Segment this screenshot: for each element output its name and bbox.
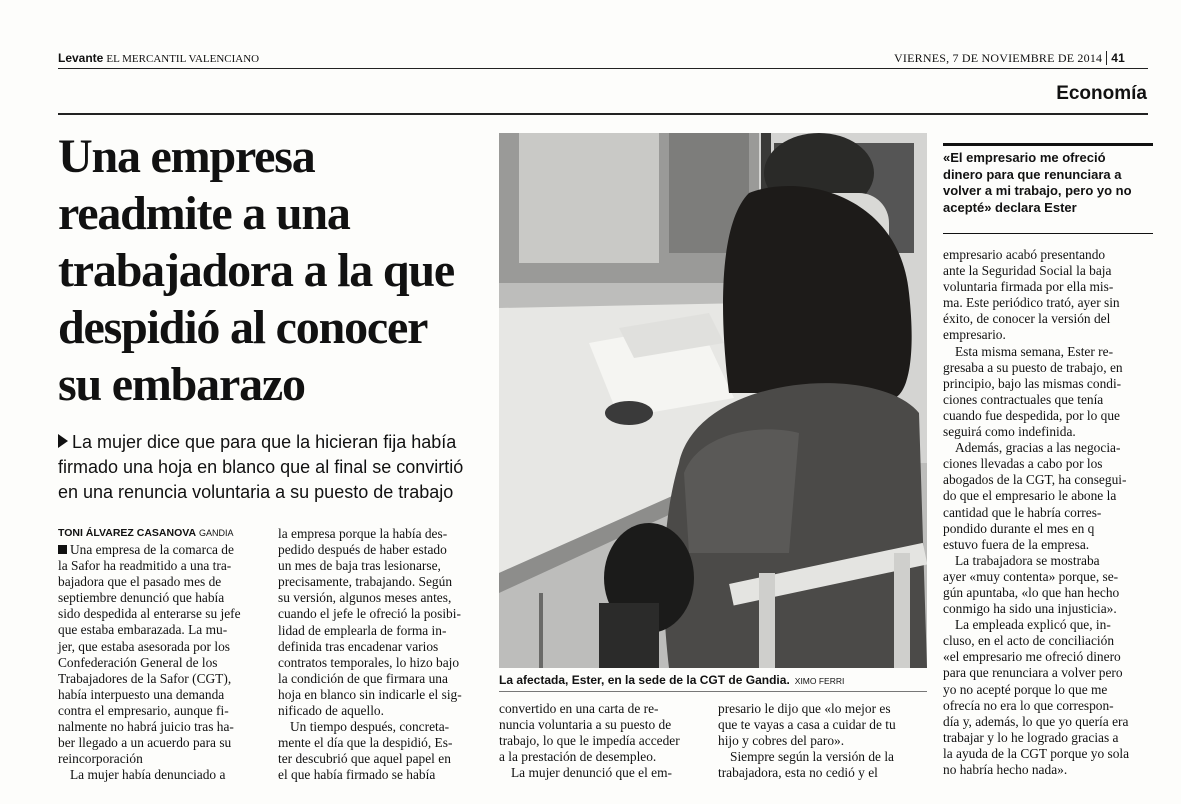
body-line: la ayuda de la CGT porque yo sola bbox=[943, 745, 1130, 761]
page-number: 41 bbox=[1106, 51, 1125, 65]
headline-line: trabajadora a la que bbox=[58, 244, 455, 297]
body-line: principio, bajo las mismas condi- bbox=[943, 375, 1122, 391]
section-label: Economía bbox=[1056, 83, 1147, 104]
body-line: cantidad que le habría corres- bbox=[943, 504, 1102, 520]
body-line: La trabajadora se mostraba bbox=[955, 552, 1100, 568]
body-line: nuncia voluntaria a su puesto de bbox=[499, 717, 672, 733]
headline-line: Una empresa bbox=[58, 130, 315, 183]
lead-line: La mujer dice que para que la hicieran fija había bbox=[72, 432, 457, 452]
byline-author: TONI ÁLVAREZ CASANOVA bbox=[58, 527, 197, 539]
body-line: gresaba a su puesto de trabajo, en bbox=[943, 359, 1123, 375]
body-line: «el empresario me ofreció dinero bbox=[943, 649, 1121, 665]
body-line: cluso, en el acto de conciliación bbox=[943, 633, 1115, 649]
quote-top-rule bbox=[943, 143, 1153, 146]
body-line: septiembre denunció que había bbox=[58, 590, 225, 606]
body-line: ante la Seguridad Social la baja bbox=[943, 263, 1112, 279]
quote-line: «El empresario me ofreció bbox=[943, 150, 1106, 165]
body-line: había interpuesto una demanda bbox=[58, 686, 225, 702]
body-column-2 bbox=[278, 526, 462, 784]
issue-info bbox=[894, 51, 1125, 66]
body-line: La empleada explicó que, in- bbox=[955, 617, 1111, 633]
body-line: contra el empresario, aunque fi- bbox=[58, 702, 229, 718]
photo-credit: XIMO FERRI bbox=[794, 676, 845, 686]
byline bbox=[58, 527, 234, 539]
body-line: ofrecía no era lo que correspon- bbox=[943, 697, 1114, 713]
headline bbox=[58, 128, 498, 413]
caption-text: La afectada, Ester, en la sede de la CGT de Gandia. bbox=[499, 673, 790, 687]
body-line: para que renunciara a volver pero bbox=[943, 665, 1123, 681]
body-line: Esta misma semana, Ester re- bbox=[955, 343, 1114, 359]
body-line: no habría hecho nada». bbox=[943, 762, 1068, 777]
body-line: nalmente no habrá juicio tras ha- bbox=[58, 719, 234, 735]
bullet-triangle-icon bbox=[58, 434, 68, 448]
body-line: éxito, de conocer la versión del bbox=[943, 311, 1111, 327]
quote-bottom-rule bbox=[943, 233, 1153, 234]
body-line: sido despedida al enterarse su jefe bbox=[58, 606, 241, 622]
body-line: Un tiempo después, concreta- bbox=[290, 719, 450, 735]
header-rule bbox=[58, 68, 1148, 69]
body-column-4 bbox=[718, 701, 896, 781]
body-line: un mes de baja tras lesionarse, bbox=[278, 558, 441, 574]
body-line: día y, además, lo que yo quería era bbox=[943, 713, 1129, 729]
body-column-3 bbox=[499, 701, 680, 781]
body-line: a la prestación de desempleo. bbox=[499, 749, 657, 765]
body-line: ciones llevadas a cabo por los bbox=[943, 456, 1103, 472]
headline-line: su embarazo bbox=[58, 358, 305, 411]
masthead bbox=[58, 51, 259, 65]
brand-name: Levante bbox=[58, 51, 104, 65]
body-line: ter descubrió que aquel papel en bbox=[278, 751, 451, 767]
body-line: presario le dijo que «lo mejor es bbox=[718, 701, 891, 716]
body-line: reincorporación bbox=[58, 751, 143, 767]
body-line: jer, que estaba asesorada por los bbox=[58, 638, 230, 654]
paragraph-start-icon bbox=[58, 545, 67, 554]
lead-line: firmado una hoja en blanco que al final se convirtió bbox=[58, 457, 464, 477]
article-photo bbox=[499, 133, 927, 668]
body-line: yo no acepté porque lo que me bbox=[943, 681, 1108, 697]
body-line: abogados de la CGT, ha consegui- bbox=[943, 472, 1127, 488]
body-line: estuvo fuera de la empresa. bbox=[943, 536, 1090, 552]
photo-caption bbox=[499, 673, 844, 687]
body-line: hoja en blanco sin indicarle el sig- bbox=[278, 686, 462, 702]
body-line: La mujer denunció que el em- bbox=[511, 765, 672, 781]
body-line: convertido en una carta de re- bbox=[499, 701, 659, 716]
body-line: Trabajadores de la Safor (CGT), bbox=[58, 670, 232, 686]
section-rule bbox=[58, 113, 1148, 115]
lead-paragraph bbox=[58, 430, 478, 505]
body-line: pondido durante el mes en q bbox=[943, 520, 1095, 536]
issue-date: VIERNES, 7 DE NOVIEMBRE DE 2014 bbox=[894, 51, 1103, 65]
body-line: Confederación General de los bbox=[58, 654, 218, 670]
body-line: do que el empresario le abone la bbox=[943, 488, 1117, 504]
body-line: ber llegado a un acuerdo para su bbox=[58, 735, 232, 751]
body-line: trabajar y lo he logrado gracias a bbox=[943, 729, 1119, 745]
body-line: definida tras encadenar varios bbox=[278, 638, 439, 654]
quote-line: dinero para que renunciara a bbox=[943, 166, 1122, 182]
caption-rule bbox=[499, 691, 927, 692]
body-line: su versión, algunos meses antes, bbox=[278, 590, 452, 606]
lead-line: en una renuncia voluntaria a su puesto de trabajo bbox=[58, 482, 454, 502]
body-line: empresario. bbox=[943, 327, 1006, 343]
body-line: conmigo ha sido una injusticia». bbox=[943, 601, 1117, 617]
body-line: mente el día que la despidió, Es- bbox=[278, 735, 453, 751]
body-line: voluntaria firmada por ella mis- bbox=[943, 279, 1114, 295]
body-line: que te vayas a casa a cuidar de tu bbox=[718, 717, 896, 733]
quote-line: volver a mi trabajo, pero yo no bbox=[943, 183, 1132, 198]
body-line: pedido después de haber estado bbox=[278, 542, 447, 558]
body-line: Además, gracias a las negocia- bbox=[955, 440, 1121, 456]
sub-brand: EL MERCANTIL VALENCIANO bbox=[106, 53, 260, 65]
body-line: la Safor ha readmitido a una tra- bbox=[58, 558, 232, 574]
body-column-5 bbox=[943, 247, 1129, 778]
body-line: la empresa porque la había des- bbox=[278, 526, 448, 541]
body-line: lidad de emplearla de forma in- bbox=[278, 622, 447, 638]
body-line: seguirá como indefinida. bbox=[943, 424, 1076, 440]
body-line: gún apuntaba, «lo que han hecho bbox=[943, 584, 1120, 600]
body-line: bajadora que el pasado mes de bbox=[58, 574, 222, 590]
body-line: el que había firmado se había bbox=[278, 767, 436, 783]
byline-location: GANDIA bbox=[198, 528, 234, 538]
body-line: ciones contractuales que tenía bbox=[943, 391, 1104, 407]
body-line: cuando fue despedida, por lo que bbox=[943, 407, 1120, 423]
body-line: ma. Este periódico trató, ayer sin bbox=[943, 295, 1120, 311]
headline-line: despidió al conocer bbox=[58, 301, 428, 354]
quote-line: acepté» declara Ester bbox=[943, 199, 1077, 215]
body-line: Una empresa de la comarca de bbox=[70, 542, 234, 557]
body-line: hijo y cobres del paro». bbox=[718, 733, 845, 749]
body-line: empresario acabó presentando bbox=[943, 247, 1106, 262]
body-line: La mujer había denunciado a bbox=[70, 767, 226, 783]
body-line: nificado de aquello. bbox=[278, 703, 384, 719]
body-line: cuando el jefe le ofreció la posibi- bbox=[278, 606, 461, 622]
body-line: la condición de que firmara una bbox=[278, 670, 448, 686]
pull-quote bbox=[943, 150, 1153, 216]
body-line: trabajo, lo que le impedía acceder bbox=[499, 733, 680, 749]
body-line: ayer «muy contenta» porque, se- bbox=[943, 568, 1119, 584]
body-line: que estaba embarazada. La mu- bbox=[58, 622, 228, 638]
body-line: Siempre según la versión de la bbox=[730, 749, 894, 765]
body-line: contratos temporales, lo hizo bajo bbox=[278, 654, 460, 670]
body-line: trabajadora, esta no cedió y el bbox=[718, 765, 878, 781]
headline-line: readmite a una bbox=[58, 187, 350, 240]
body-line: precisamente, trabajando. Según bbox=[278, 574, 453, 590]
body-column-1 bbox=[58, 542, 241, 783]
